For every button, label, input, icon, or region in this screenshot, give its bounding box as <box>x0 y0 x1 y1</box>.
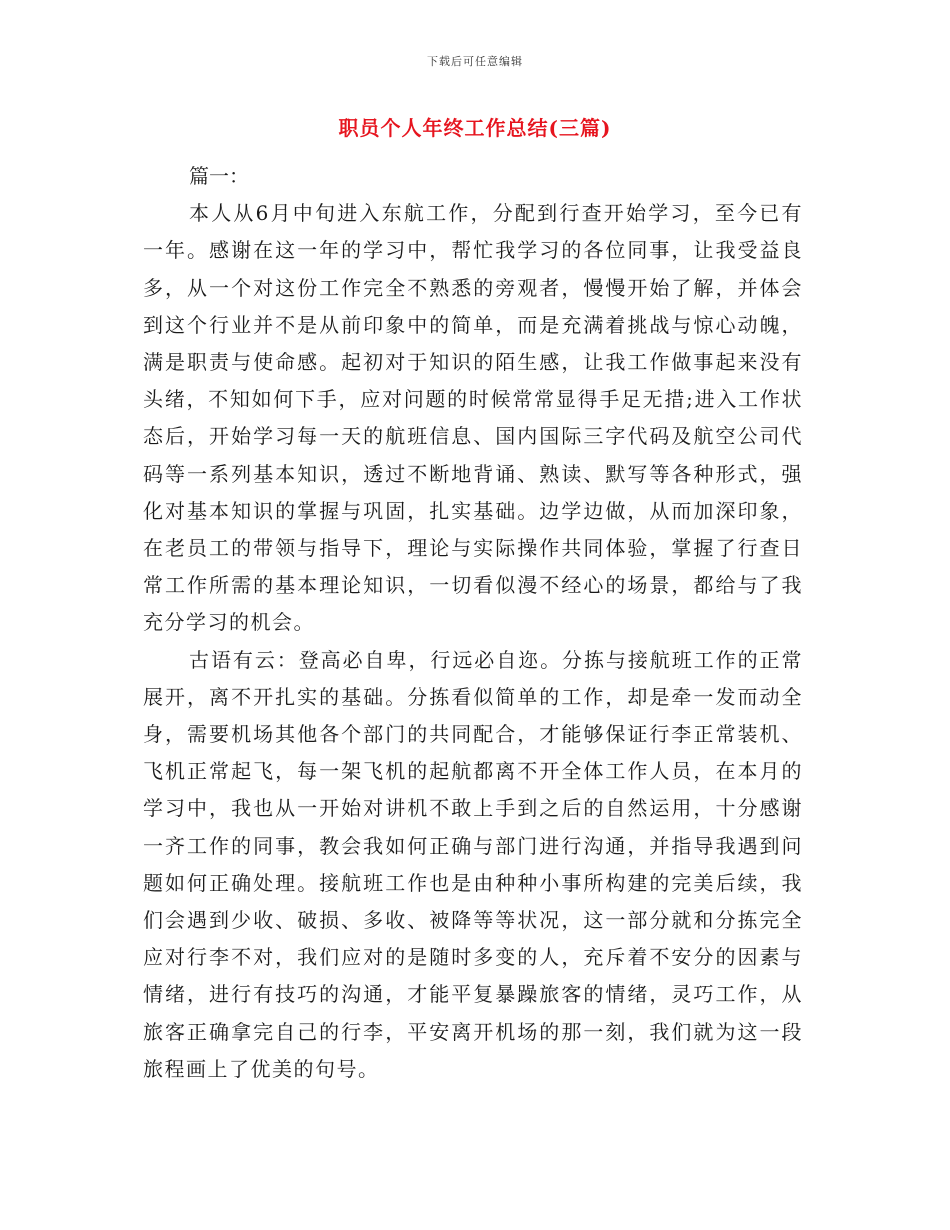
paragraph-2: 古语有云：登高必自卑，行远必自迩。分拣与接航班工作的正常展开，离不开扎实的基础。分拣看似简单的工作，却是牵一发而动全身，需要机场其他各个部门的共同配合，才能够保证行李正常装机、飞机正常起飞，每一架飞机的起航都离不开全体工作人员，在本月的学习中，我也从一开始对讲机不敢上手到之后的自然运用，十分感谢一齐工作的同事，教会我如何正确与部门进行沟通，并指导我遇到问题如何正确处理。接航班工作也是由种种小事所构建的完美后续，我们会遇到少收、破损、多收、被降等等状况，这一部分就和分拣完全应对行李不对，我们应对的是随时多变的人，充斥着不安分的因素与情绪，进行有技巧的沟通，才能平复暴躁旅客的情绪，灵巧工作，从旅客正确拿完自己的行李，平安离开机场的那一刻，我们就为这一段旅程画上了优美的句号。 <box>143 647 803 1081</box>
paragraph-1: 本人从6月中旬进入东航工作，分配到行查开始学习，至今已有一年。感谢在这一年的学习中，帮忙我学习的各位同事，让我受益良多，从一个对这份工作完全不熟悉的旁观者，慢慢开始了解，并体会到这个行业并不是从前印象中的简单，而是充满着挑战与惊心动魄，满是职责与使命感。起初对于知识的陌生感，让我工作做事起来没有头绪，不知如何下手，应对问题的时候常常显得手足无措;进入工作状态后，开始学习每一天的航班信息、国内国际三字代码及航空公司代码等一系列基本知识，透过不断地背诵、熟读、默写等各种形式，强化对基本知识的掌握与巩固，扎实基础。边学边做，从而加深印象，在老员工的带领与指导下，理论与实际操作共同体验，掌握了行查日常工作所需的基本理论知识，一切看似漫不经心的场景，都给与了我充分学习的机会。 <box>143 201 803 635</box>
section-label: 篇一： <box>189 164 249 188</box>
page-header: 下载后可任意编辑 <box>427 55 523 68</box>
document-title: 职员个人年终工作总结(三篇) <box>338 116 612 140</box>
document-body <box>143 158 803 1088</box>
